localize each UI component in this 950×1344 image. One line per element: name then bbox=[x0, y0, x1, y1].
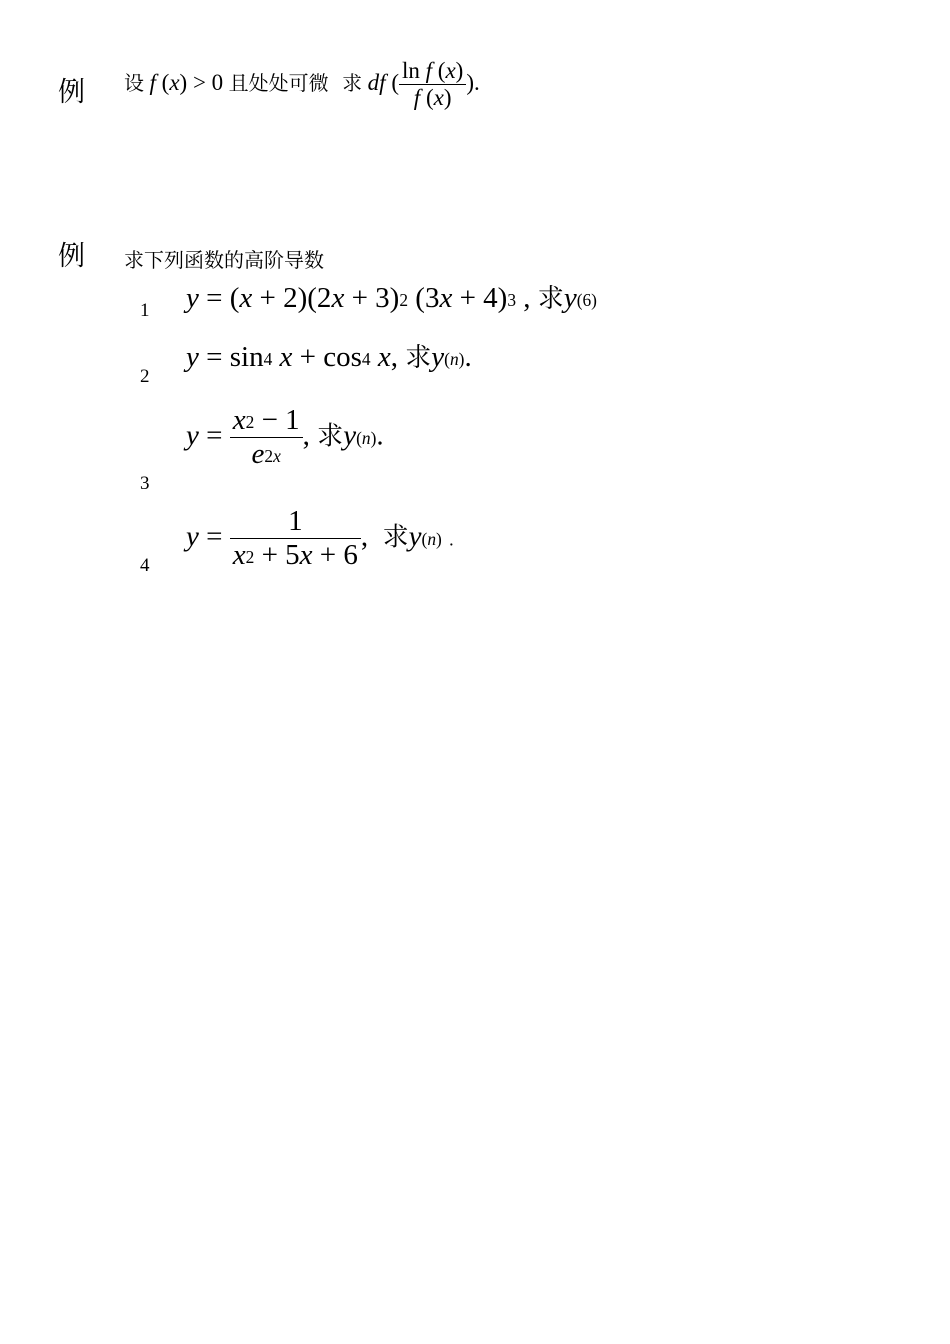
item-index-3: 3 bbox=[140, 473, 150, 494]
ask-word: 求 bbox=[342, 71, 363, 96]
fraction-numerator: 1 bbox=[288, 505, 303, 537]
example-marker-2: 例 bbox=[58, 241, 85, 272]
condition-expression: f (x) > 0 bbox=[149, 70, 224, 96]
fraction bbox=[230, 505, 361, 573]
fraction bbox=[230, 404, 303, 472]
item-expression-4: y = $\frac{1}{x2 + 5x + 6}$ , 求y(n) . bbox=[186, 505, 454, 572]
example-2-heading: 求下列函数的高阶导数 bbox=[124, 248, 324, 272]
fraction-denominator: f (x) bbox=[413, 85, 452, 111]
prompt-prefix: 设 bbox=[124, 71, 144, 96]
example-marker-1: 例 bbox=[58, 77, 85, 108]
fraction bbox=[399, 58, 466, 112]
fraction-denominator: e2x bbox=[251, 438, 281, 471]
item-expression-1: y = (x + 2)(2x + 3)2 (3x + 4)3 , 求y(6) bbox=[186, 282, 597, 314]
example-1-statement bbox=[124, 58, 480, 112]
item-index-2: 2 bbox=[140, 366, 150, 387]
item-expression-2: y = sin4 x + cos4 x, 求y(n). bbox=[186, 341, 472, 373]
fraction-numerator: ln f (x) bbox=[401, 58, 464, 83]
differential-expression: df ( $\frac{\text{ln f (x)}}{f (x)}$ ). bbox=[367, 58, 480, 111]
item-expression-3: y = $\frac{x2 - 1}{e2x}$ , 求y(n). bbox=[186, 404, 384, 471]
item-index-1: 1 bbox=[140, 300, 150, 321]
fraction-numerator: x2 − 1 bbox=[232, 404, 300, 436]
item-index-4: 4 bbox=[140, 555, 150, 576]
fraction-denominator: x2 + 5x + 6 bbox=[232, 539, 358, 572]
condition-suffix: 且处处可微 bbox=[228, 71, 329, 96]
